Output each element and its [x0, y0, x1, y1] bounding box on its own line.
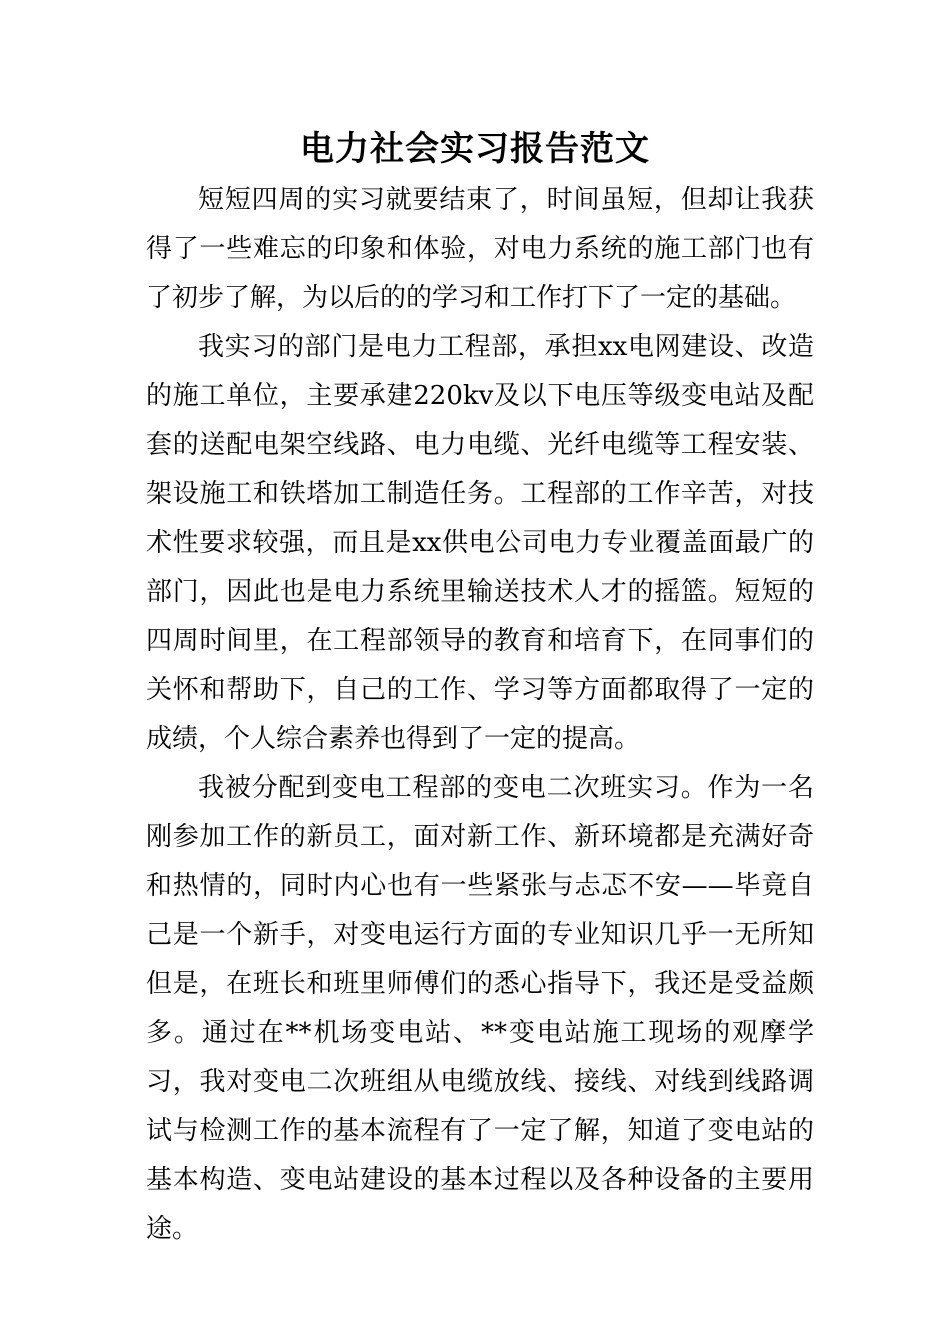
- paragraph-1: 短短四周的实习就要结束了，时间虽短，但却让我获得了一些难忘的印象和体验，对电力系统的施工部门也有了初步了解，为以后的的学习和工作打下了一定的基础。: [146, 185, 814, 313]
- paragraph-2: 我实习的部门是电力工程部，承担xx电网建设、改造的施工单位，主要承建220kv及以下电压等级变电站及配套的送配电架空线路、电力电缆、光纤电缆等工程安装、架设施工和铁塔加工制造任务。工程部的工作辛苦，对技术性要求较强，而且是xx供电公司电力专业覆盖面最广的部门，因此也是电力系统里输送技术人才的摇篮。短短的四周时间里，在工程部领导的教育和培育下，在同事们的关怀和帮助下，自己的工作、学习等方面都取得了一定的成绩，个人综合素养也得到了一定的提高。: [146, 332, 814, 754]
- document-body: [146, 176, 814, 1254]
- paragraph-3: 我被分配到变电工程部的变电二次班实习。作为一名刚参加工作的新员工，面对新工作、新环境都是充满好奇和热情的，同时内心也有一些紧张与忐忑不安——毕竟自己是一个新手，对变电运行方面的专业知识几乎一无所知但是，在班长和班里师傅们的悉心指导下，我还是受益颇多。通过在**机场变电站、**变电站施工现场的观摩学习，我对变电二次班组从电缆放线、接线、对线到线路调试与检测工作的基本流程有了一定了解，知道了变电站的基本构造、变电站建设的基本过程以及各种设备的主要用途。: [146, 773, 814, 1244]
- document-title: 电力社会实习报告范文: [300, 129, 650, 169]
